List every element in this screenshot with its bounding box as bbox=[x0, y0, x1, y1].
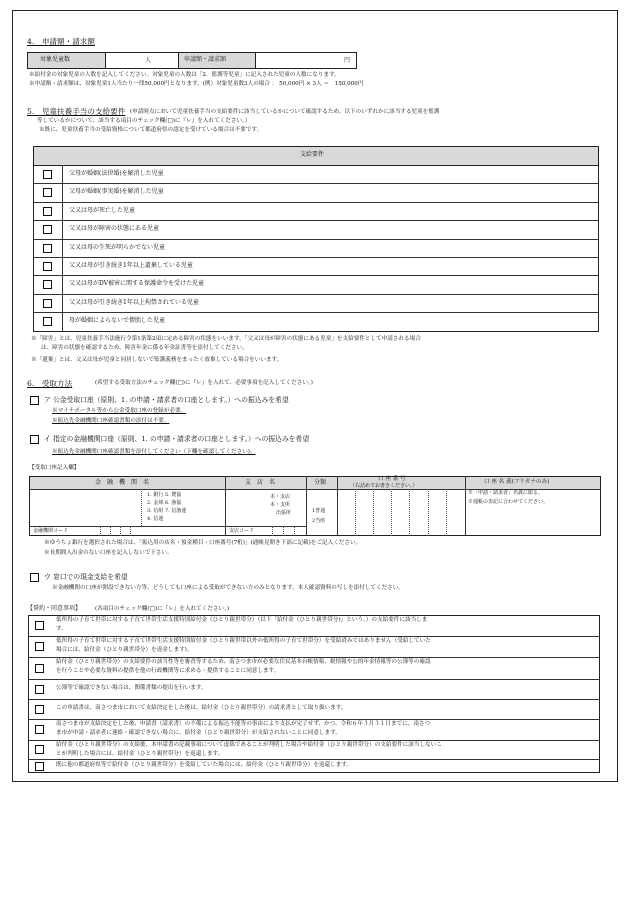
bank-kind-1: 1. 銀行 5. 農協 bbox=[147, 492, 182, 498]
bank-kind-4: 4. 信連 bbox=[147, 516, 164, 522]
pledge-row-divider bbox=[28, 679, 600, 680]
requirement-label: 父又は母が死亡した児童 bbox=[69, 206, 136, 214]
pledge-checkbox[interactable] bbox=[35, 762, 44, 771]
section5-footnote-1: ※「障害」とは、児童扶養手当法施行令第1条第2項に定める障害の状態をいいます。「父又は母が障害の状態にある児童」を支給要件として申請される場合 bbox=[31, 336, 421, 342]
section5-title-note-3: ※既に、児童扶養手当の受給資格について都道府県の認定を受けている場合は不要です。 bbox=[39, 127, 263, 133]
section5-footnote-3: ※「遺棄」とは、父又は母が児童と同居しないで監護義務をまったく放棄している場合をいいます。 bbox=[31, 357, 283, 363]
bank-holder-header: 口 座 名 義(フリガナのみ) bbox=[484, 479, 550, 485]
pledge-text: す。 bbox=[56, 626, 67, 632]
pledge-text: ま市が申請・請求者に連絡・確認できない場合に、給付金（ひとり親世帯分）が支給されないことに同意します。 bbox=[56, 730, 341, 736]
requirements-row-divider bbox=[33, 239, 599, 240]
pledge-text: 低所得の子育て世帯に対する子育て世帯生活支援特別給付金（ひとり親世帯分）（以下「給付金（ひとり親世帯分)」という。）の支給要件に該当しま bbox=[56, 617, 428, 623]
requirement-checkbox[interactable] bbox=[43, 244, 52, 253]
requirement-label: 父又は母が引き続き1年以上遺棄している児童 bbox=[69, 262, 193, 269]
bank-kind-3: 3. 信組 7. 信漁連 bbox=[147, 508, 187, 514]
requirement-checkbox[interactable] bbox=[43, 207, 52, 216]
pledge-checkbox[interactable] bbox=[35, 745, 44, 754]
requirement-checkbox[interactable] bbox=[43, 188, 52, 197]
pledge-row-divider bbox=[28, 759, 600, 760]
pledge-title-note: (各項目のチェック欄(□)に『レ』を入れてください。) bbox=[95, 606, 230, 612]
requirements-divider bbox=[62, 165, 63, 331]
requirements-row-divider bbox=[33, 275, 599, 276]
requirement-label: 父又は母がDV被害に関する保護命令を受けた児童 bbox=[69, 280, 205, 288]
option-i-note: ※振込先金融機関口座確認書類を添付してください（下欄を確認してください)。 bbox=[52, 449, 256, 455]
requirement-label: 父母が婚姻(法律婚)を解消した児童 bbox=[69, 170, 164, 177]
requirement-checkbox[interactable] bbox=[43, 225, 52, 234]
requirement-checkbox[interactable] bbox=[43, 170, 52, 179]
branch-kind-2: 本・支所 bbox=[270, 502, 291, 508]
bank-kind-2: 2. 金庫 6. 漁協 bbox=[147, 500, 182, 506]
option-a-checkbox[interactable] bbox=[30, 396, 39, 405]
bank-code-label: 金融機関コード bbox=[33, 528, 69, 534]
requirements-row-divider bbox=[33, 257, 599, 258]
type-kind-1: 1普通 bbox=[312, 508, 326, 514]
requirement-label: 父又は母の生死が明らかでない児童 bbox=[69, 243, 166, 251]
pledge-checkbox[interactable] bbox=[35, 664, 44, 673]
requirements-header: 支給要件 bbox=[300, 151, 325, 158]
requirements-row-divider bbox=[33, 312, 599, 313]
option-a-label: ア 公金受取口座（原則、1. の申請・請求者の口座とします。）への振込みを希望 bbox=[44, 396, 289, 404]
section5-title-note: (申請時点において児童扶養手当の支給要件に該当しているかについて確認するため、以下のいずれかに該当する児童を監護 bbox=[130, 109, 440, 115]
pledge-title: 【誓約・同意事項】 bbox=[27, 605, 82, 612]
bank-section-title: 【受取口座記入欄】 bbox=[29, 465, 80, 471]
branch-code-label: 支店コード bbox=[229, 528, 255, 534]
holder-note-2: ※通帳の表記に合わせてください。 bbox=[468, 499, 549, 505]
section5-title: 5. 児童扶養手当の支給要件 bbox=[27, 107, 126, 116]
holder-note-1: ※「申請・請求者」名義に限る。 bbox=[468, 490, 544, 496]
option-a-note-2: ※振込先金融機関口座確認書類の添付は不要。 bbox=[52, 418, 170, 424]
pledge-text: 給付金（ひとり親世帯分）の支給要件の該当性等を審査等するため、南さつま市が必要な住民基本台帳情報、税情報や公的年金情報等の公簿等の確認 bbox=[56, 659, 431, 665]
bank-note-2: ※長期間入出金のない口座を記入しないで下さい。 bbox=[44, 550, 173, 556]
pledge-checkbox[interactable] bbox=[35, 705, 44, 714]
pledge-checkbox[interactable] bbox=[35, 642, 44, 651]
amount-label: 申請額・請求額 bbox=[184, 56, 227, 63]
requirements-row-divider bbox=[33, 294, 599, 295]
pledge-text: 公簿等で確認できない場合は、関係書類の提出を行います。 bbox=[56, 685, 207, 691]
requirement-label: 母が婚姻によらないで懐胎した児童 bbox=[69, 317, 166, 325]
requirements-row-divider bbox=[33, 183, 599, 184]
section6-title: 6. 受取方法 bbox=[27, 379, 73, 388]
requirement-label: 父又は母が障害の状態にある児童 bbox=[69, 225, 160, 233]
section5-title-note-2: 等しているかについて、該当する項目のチェック欄(□)に『レ』を入れてください。） bbox=[37, 118, 251, 124]
pledge-checkbox[interactable] bbox=[35, 725, 44, 734]
option-u-note: ※金融機関の口座が開設できない方等、どうしても口座による受取ができない方のみとなります。本人確認資料の写しを添付してください。 bbox=[52, 585, 404, 591]
pledge-text: 低所得の子育て世帯に対する子育て世帯生活支援特別給付金（ひとり親世帯以外の低所得の子育て世帯分）を受給済みではありません（受給していた bbox=[56, 638, 431, 644]
pledge-text: を行うことや必要な資料の提供を他の行政機関等に求める・提供することに同意します。 bbox=[56, 668, 280, 674]
requirements-row-divider bbox=[33, 202, 599, 203]
type-kind-2: 2当座 bbox=[312, 518, 326, 524]
requirement-checkbox[interactable] bbox=[43, 317, 52, 326]
requirements-row-divider bbox=[33, 220, 599, 221]
pledge-checkbox[interactable] bbox=[35, 685, 44, 694]
pledge-row-divider bbox=[28, 657, 600, 658]
bank-account-no-header: 口 座 番 号 bbox=[378, 476, 406, 482]
pledge-text: 場合には、給付金（ひとり親世帯分）を返金します)。 bbox=[56, 647, 193, 653]
section4-note-2: ※申請額・請求額は、対象児童1人当たり一律50,000円となります。(例）対象児童数3人の場合 ： 50,000円 × 3人 ＝ 150,000円 bbox=[29, 81, 364, 87]
pledge-row-divider bbox=[28, 699, 600, 700]
option-i-checkbox[interactable] bbox=[30, 435, 39, 444]
amount-unit: 円 bbox=[344, 57, 351, 64]
bank-type-header: 分類 bbox=[314, 479, 327, 486]
option-u-checkbox[interactable] bbox=[30, 573, 39, 582]
section4-note-1: ※給付金の対象児童の人数を記入してください。対象児童の人数は「2．監護等児童」に記入された児童の人数になります。 bbox=[29, 72, 340, 78]
requirement-checkbox[interactable] bbox=[43, 299, 52, 308]
pledge-row-divider bbox=[28, 740, 600, 741]
pledge-text: 給付金（ひとり親世帯分）の支給後、本申請書の記載事項について虚偽であることが判明した場合や給付金（ひとり親世帯分）の支給要件に該当しないこ bbox=[56, 742, 442, 748]
section5-footnote-2: は、障害の状態を確認するため、障害年金に係る年金証書等を添付してください。 bbox=[41, 345, 248, 351]
children-count-unit: 人 bbox=[145, 57, 152, 64]
pledge-text: 既に他の都道府県等で給付金（ひとり親世帯分）を受給していた場合には、給付金（ひとり親世帯分）を返還します。 bbox=[56, 762, 353, 768]
children-count-label: 対象児童数 bbox=[40, 56, 71, 63]
requirement-label: 父又は母が引き続き1年以上拘禁されている児童 bbox=[69, 298, 199, 306]
section4-title: 4. 申請額・請求額 bbox=[27, 37, 95, 46]
section6-title-note: (希望する受取方法のチェック欄(□)に『レ』を入れて、必要事項を記入してください。) bbox=[95, 380, 313, 386]
branch-kind-3: 出張所 bbox=[276, 510, 292, 516]
requirement-checkbox[interactable] bbox=[43, 280, 52, 289]
bank-note-1: ※ゆうちょ銀行を選択された場合は、「振込用の店名・預金種目・口座番号(7桁)」(通帳見開き下部に記載)をご記入ください。 bbox=[44, 540, 362, 546]
pledge-checkbox[interactable] bbox=[35, 621, 44, 630]
bank-institution-header: 金 融 機 関 名 bbox=[95, 479, 150, 486]
bank-branch-header: 支 店 名 bbox=[245, 479, 276, 486]
pledge-text: この申請書は、南さつま市において支給決定をした後は、給付金（ひとり親世帯分）の請求書として取り扱います。 bbox=[56, 705, 347, 711]
requirement-checkbox[interactable] bbox=[43, 262, 52, 271]
pledge-text: 南さつま市が支給決定をした後、申請書（請求書）の不備による振込不能等の事由により支払が完了せず、かつ、令和６年３月３１日までに、南さつ bbox=[56, 721, 431, 727]
branch-kind-1: 本・支店 bbox=[270, 494, 291, 500]
pledge-text: とが判明した場合には、給付金（ひとり親世帯分）を返還します。 bbox=[56, 751, 224, 757]
requirement-label: 父母が婚姻(事実婚)を解消した児童 bbox=[69, 188, 164, 196]
bank-account-no-subheader: （右詰めでお書きください。） bbox=[350, 483, 418, 489]
option-a-note-1: ※マイナポータル等から公金受取口座の登録が必要。 bbox=[52, 408, 187, 414]
option-u-label: ウ 窓口での現金支給を希望 bbox=[44, 573, 128, 581]
pledge-row-divider bbox=[28, 636, 600, 637]
option-i-label: イ 指定の金融機関口座（原則、1. の申請・請求者の口座とします。）への振込みを希望 bbox=[44, 435, 310, 443]
pledge-row-divider bbox=[28, 719, 600, 720]
